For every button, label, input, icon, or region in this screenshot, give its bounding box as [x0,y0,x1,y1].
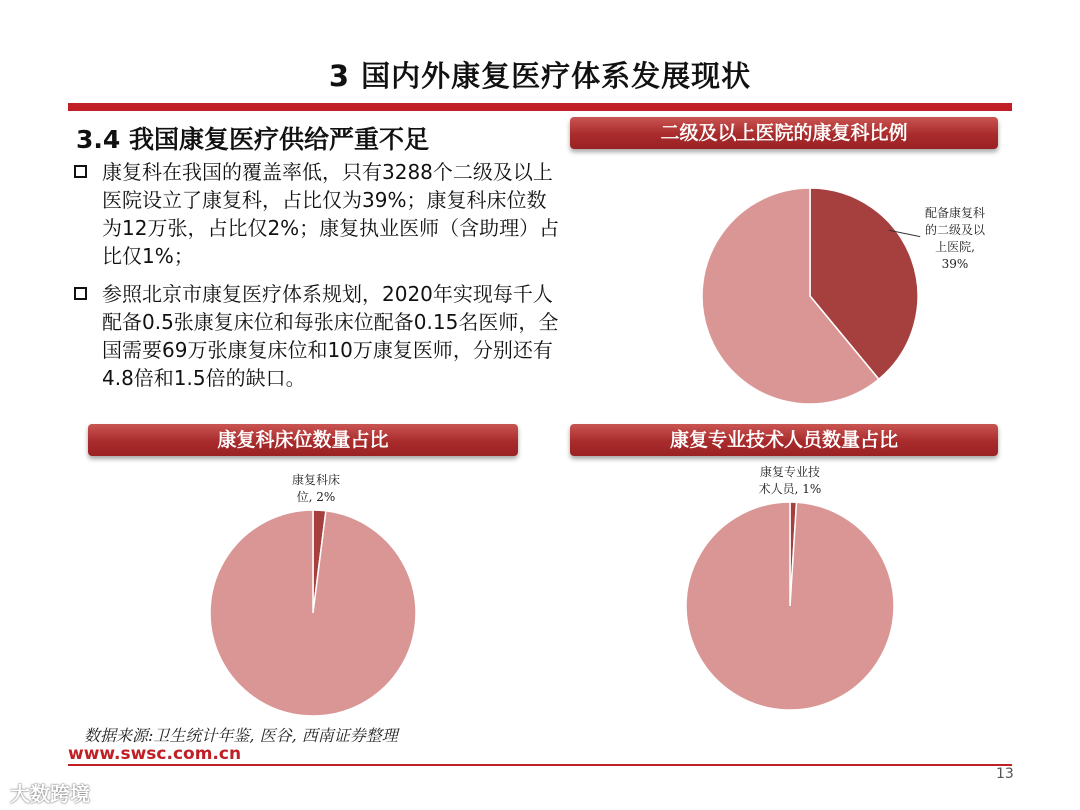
slice-label-line: 康复科床 [291,473,340,487]
bullet-item [74,280,562,392]
page-number: 13 [996,766,1014,782]
chart-title-hospital-ratio: 二级及以上医院的康复科比例 [570,117,998,149]
slice-label-line: 上医院, [935,240,975,254]
pie-chart-bed-ratio [208,508,418,718]
pie-slice [210,510,416,716]
slice-label-rehab-beds [276,472,356,506]
bullet-text: 康复科在我国的覆盖率低，只有3288个二级及以上医院设立了康复科，占比仅为39%；康复科床位数为12万张，占比仅2%；康复执业医师（含助理）占比仅1%； [102,160,560,268]
watermark-logo: 大数跨境 [10,782,90,806]
title-divider [68,103,1012,111]
slice-label-line: 的二级及以 [924,223,985,237]
slice-label-rehab-staff [740,464,840,498]
pie-slice [686,502,894,710]
slice-label-line: 康复专业技 [759,465,820,479]
square-bullet-icon [74,165,87,178]
slice-label-line: 39% [941,257,969,271]
bullet-text: 参照北京市康复医疗体系规划，2020年实现每千人配备0.5张康复床位和每张床位配备0.15名医师，全国需要69万张康复床位和10万康复医师，分别还有4.8倍和1.5倍的缺口。 [102,282,559,390]
slice-label-line: 术人员, 1% [758,482,822,496]
chart-title-staff-ratio: 康复专业技术人员数量占比 [570,424,998,456]
slice-label-line: 配备康复科 [924,206,985,220]
data-source-note: 数据来源:卫生统计年鉴, 医谷, 西南证券整理 [84,726,398,745]
footer-divider [68,764,1012,766]
slice-label-rehab-hospitals [910,205,1000,273]
slice-label-line: 位, 2% [296,490,336,504]
pie-chart-hospital-ratio [700,186,920,406]
slide-title: 3 国内外康复医疗体系发展现状 [328,59,752,93]
section-heading: 3.4 我国康复医疗供给严重不足 [76,125,429,154]
bullet-item [74,158,562,270]
website-link[interactable]: www.swsc.com.cn [68,744,242,764]
bullet-list [74,158,562,402]
pie-chart-staff-ratio [684,500,896,712]
square-bullet-icon [74,287,87,300]
chart-title-bed-ratio: 康复科床位数量占比 [88,424,518,456]
